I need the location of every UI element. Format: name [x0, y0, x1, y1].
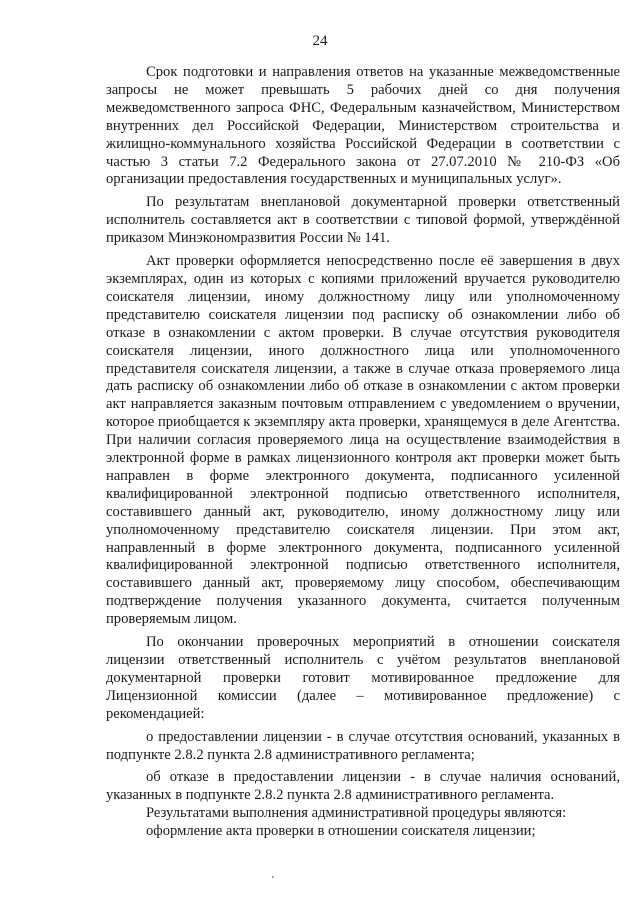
paragraph-report-drafting: оформление акта проверки в отношении соискателя лицензии;	[146, 823, 536, 840]
page-number: 24	[312, 33, 328, 49]
paragraph-grant-license: о предоставлении лицензии - в случае отсутствия оснований, указанных в подпункте 2.8.2 пункта 2.8 административного регламента;	[106, 728, 620, 763]
scan-speck	[272, 876, 274, 878]
document-body	[106, 64, 620, 841]
paragraph-motivated-proposal: По окончании проверочных мероприятий в отношении соискателя лицензии ответственный исполнитель с учётом результатов внеплановой документарной проверки готовит мотивированное предложение для Лицензионной комиссии (далее – мотивированное предложение) с рекомендацией:	[106, 634, 620, 722]
paragraph-refuse-license: об отказе в предоставлении лицензии - в случае наличия оснований, указанных в подпункте 2.8.2 пункта 2.8 административного регламента.	[106, 769, 620, 804]
paragraph-response-deadline: Срок подготовки и направления ответов на указанные межведомственные запросы не может превышать 5 рабочих дней со дня получения межведомственного запроса ФНС, Федеральным казначейством, Министерством внутренних дел Российской Федерации, Министерством строительства и жилищно-коммунального хозяйства Российской Федерации в соответствии с частью 3 статьи 7.2 Федерального закона от 27.07.2010 № 210-ФЗ «Об организации предоставления государственных и муниципальных услуг».	[106, 64, 620, 188]
paragraph-report-delivery: Акт проверки оформляется непосредственно после её завершения в двух экземплярах, один из которых с копиями приложений вручается руководителю соискателя лицензии, иному должностному лицу или уполномоченному представителю соискателя лицензии под расписку об ознакомлении либо об отказе в ознакомлении с актом проверки. В случае отсутствия руководителя соискателя лицензии, иного должностного лица или уполномоченного представителя соискателя лицензии, а также в случае отказа проверяемого лица дать расписку об ознакомлении либо об отказе в ознакомлении с актом проверки акт направляется заказным почтовым отправлением с уведомлением о вручении, которое приобщается к экземпляру акта проверки, хранящемуся в деле Агентства. При наличии согласия проверяемого лица на осуществление взаимодействия в электронной форме в рамках лицензионного контроля акт проверки может быть направлен в форме электронного документа, подписанного усиленной квалифицированной электронной подписью ответственного исполнителя, составившего данный акт, руководителю, иному должностному лицу или уполномоченному представителю соискателя лицензии. При этом акт, направленный в форме электронного документа, подписанного усиленной квалифицированной электронной подписью ответственного исполнителя, составившего данный акт, проверяемому лицу способом, обеспечивающим подтверждение получения указанного документа, считается полученным проверяемым лицом.	[106, 253, 620, 628]
paragraph-inspection-report: По результатам внеплановой документарной проверки ответственный исполнитель составляется акт в соответствии с типовой формой, утверждённой приказом Минэкономразвития России № 141.	[106, 194, 620, 247]
paragraph-procedure-results: Результатами выполнения административной процедуры являются:	[146, 805, 567, 822]
